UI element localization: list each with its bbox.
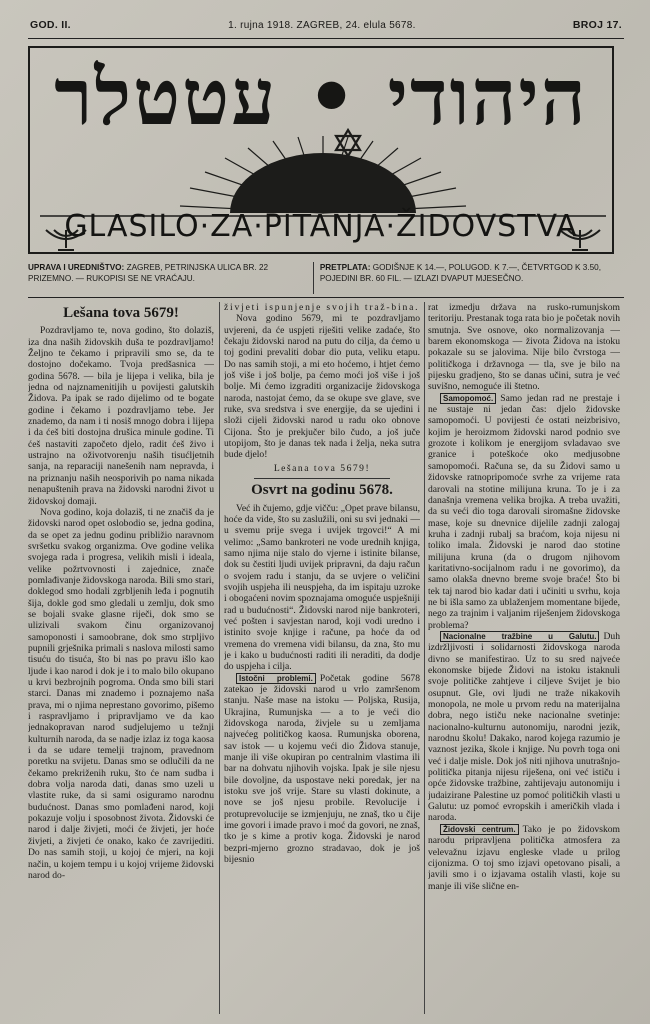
paragraph: Tako je po židovskom narodu pripravljena politička atmosfera za velevažnu izjavu engleske vlade u prilog cijonizma. O toj smo izjavi opetovano pisali, a javili smo i o izjavama ostalih vlasti, koje su manje ili više slične en- — [428, 823, 620, 892]
masthead — [28, 46, 614, 254]
editorial-label: UPRAVA I UREDNIŠTVO: — [28, 263, 125, 272]
paragraph: rat izmedju država na rusko-rumunjskom teritoriju. Prestanak toga rata bio je početak novih smutnja. Sve osnove, oko normalizovanja — barem ekonomskoga — života Židova na istoku pokazale su se jalovima. Nije bilo čvrstoga — političkoga i državnoga — tla, sve je bilo na pijesku gradjeno, što se danas učini, sutra je već suvišno, nemoguće ili štetno. — [428, 302, 620, 393]
header-bar — [30, 14, 622, 36]
article-title-lesana: Lešana tova 5679! — [63, 305, 179, 321]
section-rule — [254, 478, 390, 479]
volume-label: GOD. II. — [30, 19, 71, 31]
column-3 — [428, 302, 620, 1014]
paragraph: Samo jedan rad ne prestaje i ne sustaje ni jedan čas: djelo židovske samopomoći. U povijesti će ostati neizbrisivo, kojim je heroizmom židovski narod podnio sve grozote i kolikom je energijom svladavao sve granice i poteškoće oko medjusobne samopomoći. Računa se, da su Židovi samo u židovske ratnopripomoće svrhe za vrijeme rata darovali na stotine milijuna kruna. To je i za današnja vremena velika brojka. A treba uvažiti, da su veći dio toga darovali siromašne židovske mase, koje su dnevnice dijelile zadnji zalogaj kruha i zadnji rubalj sa braćom, koja nijesu ni toliko imala. Židovski je narod dao stotine milijuna kruna (da o drugom njihovom karitativno-socijalnom radu i ne govorimo), da samo olakša dnevno breme svoje braće! Što bi tek taj narod bio kadar dati i učiniti u svrhu, koja ne bi išla samo za ublaženjem momentane bijede, nego za trajnim i valjanim riješenjem židovskoga problema? — [428, 392, 620, 631]
column-divider — [219, 302, 220, 1014]
info-rule — [28, 297, 624, 298]
subscription-text: GODIŠNJE K 14.—, POLUGOD. K 7.—, ČETVRTGOD K 3.50, POJEDINI BR. 60 FIL. — IZLAZI DVAPUT MJESEČNO. — [319, 263, 601, 283]
paragraph: Početak godine 5678 zatekao je židovski narod u vrlo zamršenom stanju. Naše mase na istoku — Poljska, Rusija, Ukrajina, Rumunjska — a to je veći dio židovskoga naroda, živjele su u zemljama najvećeg političkog kaosa. Rumunjska oborena, sav istok — u kojemu veći dio Židova stanuje, manje ili više okupiran po centralnim vlastima ili bar na dohvatu njihovih vojska. Ipak je sile njesu bile dovoljne, da uspostave neki poredak, jer na istoku sve još vrije. Stare su vlasti dokinute, a nove se još njesu probile. Revolucije i protuprevolucije se izmjenjuju, ne znaš, tko u čije ime govori i imade pravo i moć da govori, ne znaš, tko je s kime a protiv koga. Židovski je narod bezpri-mjerno grozno stradavao, dok je još bijesnio — [224, 672, 420, 866]
date-line: 1. rujna 1918. ZAGREB, 24. elula 5678. — [228, 19, 416, 31]
column-2 — [224, 302, 420, 1014]
paragraph: Nova godino 5679, mi te pozdravljamo uvjereni, da će uspjeti riješiti velike zadaće, što čekaju židovski narod na putu do cilja, da ćemo u toj godini prevaliti dobar dio puta, veliku etapu. Do nas samih stoji, a mi eto hoćemo, i htjet ćemo još više i još bolje, pa ćemo moći još više i još bolje. Mi ćemo izgraditi organizacije židovskoga naroda, nastojat ćemo, da se okupe sve glave, sve ruke, sva sredstva i sve energije, da se ujedini i složi cijeli židovski narod u radu oko obnove Cijona. Što je prekjučer bilo čudo, a još juče utopijom, što je danas tek nada i želja, neka sutra bude djelo! — [224, 313, 420, 461]
subheading-box: Istočni problemi. — [236, 673, 316, 684]
subheading-box: Nacionalne tražbine u Galutu. — [440, 631, 599, 642]
paragraph: Pozdravljamo te, nova godino, što dolaziš, iza dna naših židovskih duša te pozdravljamo! Željno te čekamo i pripravili smo se, da te dostojno dočekamo. Tvoja predšasnica — godina 5678. — bila je lijepa i velika, bila je jedna od najznamenitijih u povijesti galutskih Židova. Pa ipak se rado dijelimo od te bogate godine i čekamo i pozdravljamo tebe. Jer znademo, da nam i ti nosiš mnogo dobra i lijepa i da ćeš biti dostojna drušica minule godine. Ti ćeš nastaviti započeto djelo, radit ćeš živo i ustrajno na oživotvorenju naših tisućljetnih sanja, na reparaciji nanešenih nam nepravda, i na priznanju naših neosporivih po nama nikada nenapuštenih prava na židovski narodni život u židovskoj domaji. — [28, 325, 214, 507]
info-bar — [28, 262, 624, 294]
subscription-info — [314, 262, 624, 294]
article-title-osvrt: Osvrt na godinu 5678. — [251, 482, 393, 499]
column-1 — [28, 302, 214, 1014]
article-columns — [28, 302, 620, 1014]
subscription-label: PRETPLATA: — [319, 263, 371, 272]
editorial-text: ZAGREB, PETRINJSKA ULICA BR. 22 PRIZEMNO. — RUKOPISI SE NE VRAĆAJU. — [28, 263, 269, 283]
column-divider — [424, 302, 425, 1014]
paragraph: Već ih čujemo, gdje vičču: „Opet prave bilansu, hoće da vide, što su zaslužili, oni su svi jednaki — u svemu prije svega i uvijek trgovci!“ A mi velimo: „Samo bankroteri ne vode urednih knjiga, samo njima nije stalo do vjerne i istinite bilanse, dok su čestiti ljudi uvijek pripravni, da daju račun o svojem radu i stanju, da se uvjere o veličini svojih uspjeha ili neuspjeha, da im ispitaju uzroke i obogaćeni novim spoznajama omoguće uspješniji rad u budućnosti“. Židovski narod nije bankroteri, već pošten i savjestan narod, koji vodi uredno i istinito svoje knjige i račune, pa hoće da od vremena do vremena vidi bilansu, da zna, što mu je i kako u budućnosti raditi ili neraditi, da dodje do uspjeha i cilja. — [224, 502, 420, 673]
paragraph-continued: živjeti ispunjenje svojih traž-bina. — [224, 302, 420, 313]
article-sign-off: Lešana tova 5679! — [273, 462, 371, 474]
paragraph: Nova godino, koja dolaziš, ti ne značiš da je židovski narod opet oslobodio se, jedna godina, da se opet za jednu godinu približio naravnom svršetku svakog organizma. Ove godine velika svojega rada i progresa, velikih misli i ideala, velike požrtvovnosti i zajednice, znače pomlađivanje židovskoga naroda. Bili smo stari, doklegod smo hodali zgrbljenih leđa i pognutih šija, dokle god smo gledali u zemlju, dok smo se bojali svake glasne riječi, dok smo se ulizivali svakom činu organizovanoj samoponosti i samoobrane, dok smo strpljivo pupnili grješnika primali s naslova milosti samo tisuću do tisuća, što bi nas po pravu išlo kao ljude i kao narod i dok je i to malo bilo okupano u krvi bezbrojnih pogroma. Onda smo bili stari starci. Danas mi znademo i poznajemo naša prava, mi o njima neprestano govorimo, pišemo i raspravljamo i pripravljamo ve da kao jednakopravan narod sudjelujemo u težnji kulturnih naroda, da se nadje izlaz iz toga kaosa i da se udare temelji trajnom, pravednom poretku na svijetu. Danas smo se odlučili da ne čekamo prekriženih ruku, što će nam sudba i dobra volja naroda dati, danas smo uzeli u vlastite ruke, da si sami osiguramo narodnu budućnost. Danas smo pomlađeni narod, koji pokazuje volju i sposobnost života. Židovski će narod i dalje živjeti, moći će živjeti, jer hoće živjeti, a živjeti će onako, kako će zavrijediti. Do nas samih stoji, u kojoj će mjeri, na koji način, u kojem tempu i u kojoj vrijeme židovski narod do- — [28, 506, 214, 881]
editorial-info — [28, 262, 314, 294]
subheading-box: Samopomoć. — [440, 393, 496, 404]
paragraph: Duh izdržljivosti i solidarnosti židovskoga naroda divno se manifestirao. Uz to su sred najveće ekonomske bijede Židovi na istoku istaknuli svoje političke zahtjeve i ciljeve Svijet je bio osupnut. Gle, ovi ljudi ne traže nikakovih monopola, ne mole u prvom redu na materijalna dobra, nego ističu neke nacionalne svetinje: nacionalno-kulturnu autonomiju, narodni jezik, narodnu školu! Dakako, narod kojega razumio je vaznost jezika, škole i knjige. Nu povrh toga oni već i dalje misle. Dok još niti njihova unutrašnjo-politička pitanja nijesu riješena, oni već ističu i opće židovske tražbine, zahtijevaju autonomiju i judaizirane Palestine uz pomoć političkih vlasti u Galutu: uz pomoć evropskih i američkih vlada i naroda. — [428, 630, 620, 824]
header-rule — [28, 38, 624, 39]
subheading-box: Židovski centrum. — [440, 824, 519, 835]
masthead-subtitle: GLASILO·ZA·PITANJA·ŽIDOVSTVA — [64, 209, 578, 244]
hebrew-title: היהודי • עטטלר — [54, 52, 588, 143]
issue-number: BROJ 17. — [572, 19, 622, 31]
